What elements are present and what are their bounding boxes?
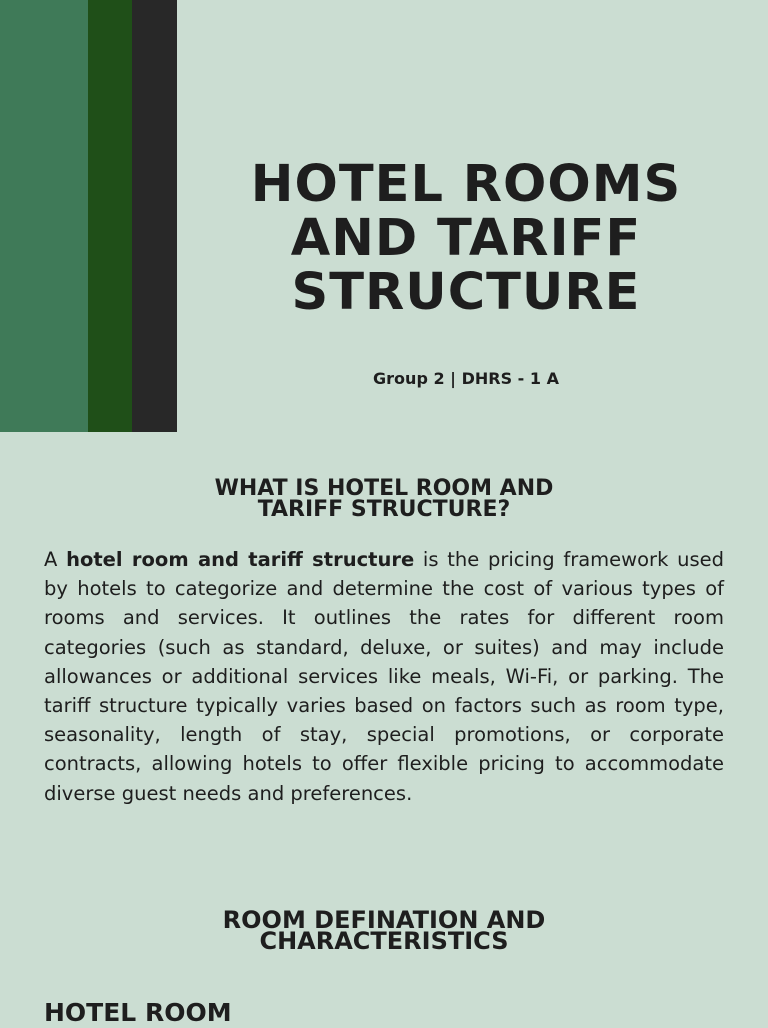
section-heading-room-definition bbox=[60, 906, 708, 955]
title-line: AND TARIFF bbox=[290, 209, 642, 268]
stripe-dark-green bbox=[88, 0, 132, 432]
subheading-hotel-room: HOTEL ROOM bbox=[44, 998, 232, 1027]
title-line: HOTEL ROOMS bbox=[250, 155, 682, 214]
stripe-light-green bbox=[0, 0, 88, 432]
heading-line: CHARACTERISTICS bbox=[259, 927, 509, 955]
paragraph-body: is the pricing framework used by hotels to categorize and determine the cost of various types of rooms and services. It outlines the rates for different room categories (such as standard, deluxe, or suites) and may include allowances or additional services like meals, Wi-Fi, or parking. The tariff structure typically varies based on factors such as room type, seasonality, length of stay, special promotions, or corporate contracts, allowing hotels to offer flexible pricing to accommodate diverse guest needs and preferences. bbox=[44, 548, 724, 805]
definition-paragraph bbox=[44, 545, 724, 808]
heading-line: ROOM DEFINATION AND bbox=[222, 906, 546, 934]
paragraph-bold-term: hotel room and tariff structure bbox=[66, 548, 415, 571]
decorative-stripes bbox=[0, 0, 177, 432]
paragraph-lead: A bbox=[44, 548, 67, 571]
group-subtitle: Group 2 | DHRS - 1 A bbox=[373, 369, 559, 388]
stripe-charcoal bbox=[132, 0, 177, 432]
page-title bbox=[200, 155, 732, 322]
heading-line: TARIFF STRUCTURE? bbox=[257, 497, 511, 522]
title-line: STRUCTURE bbox=[291, 263, 641, 322]
section-heading-what-is bbox=[60, 478, 708, 520]
heading-line: WHAT IS HOTEL ROOM AND bbox=[214, 476, 554, 501]
